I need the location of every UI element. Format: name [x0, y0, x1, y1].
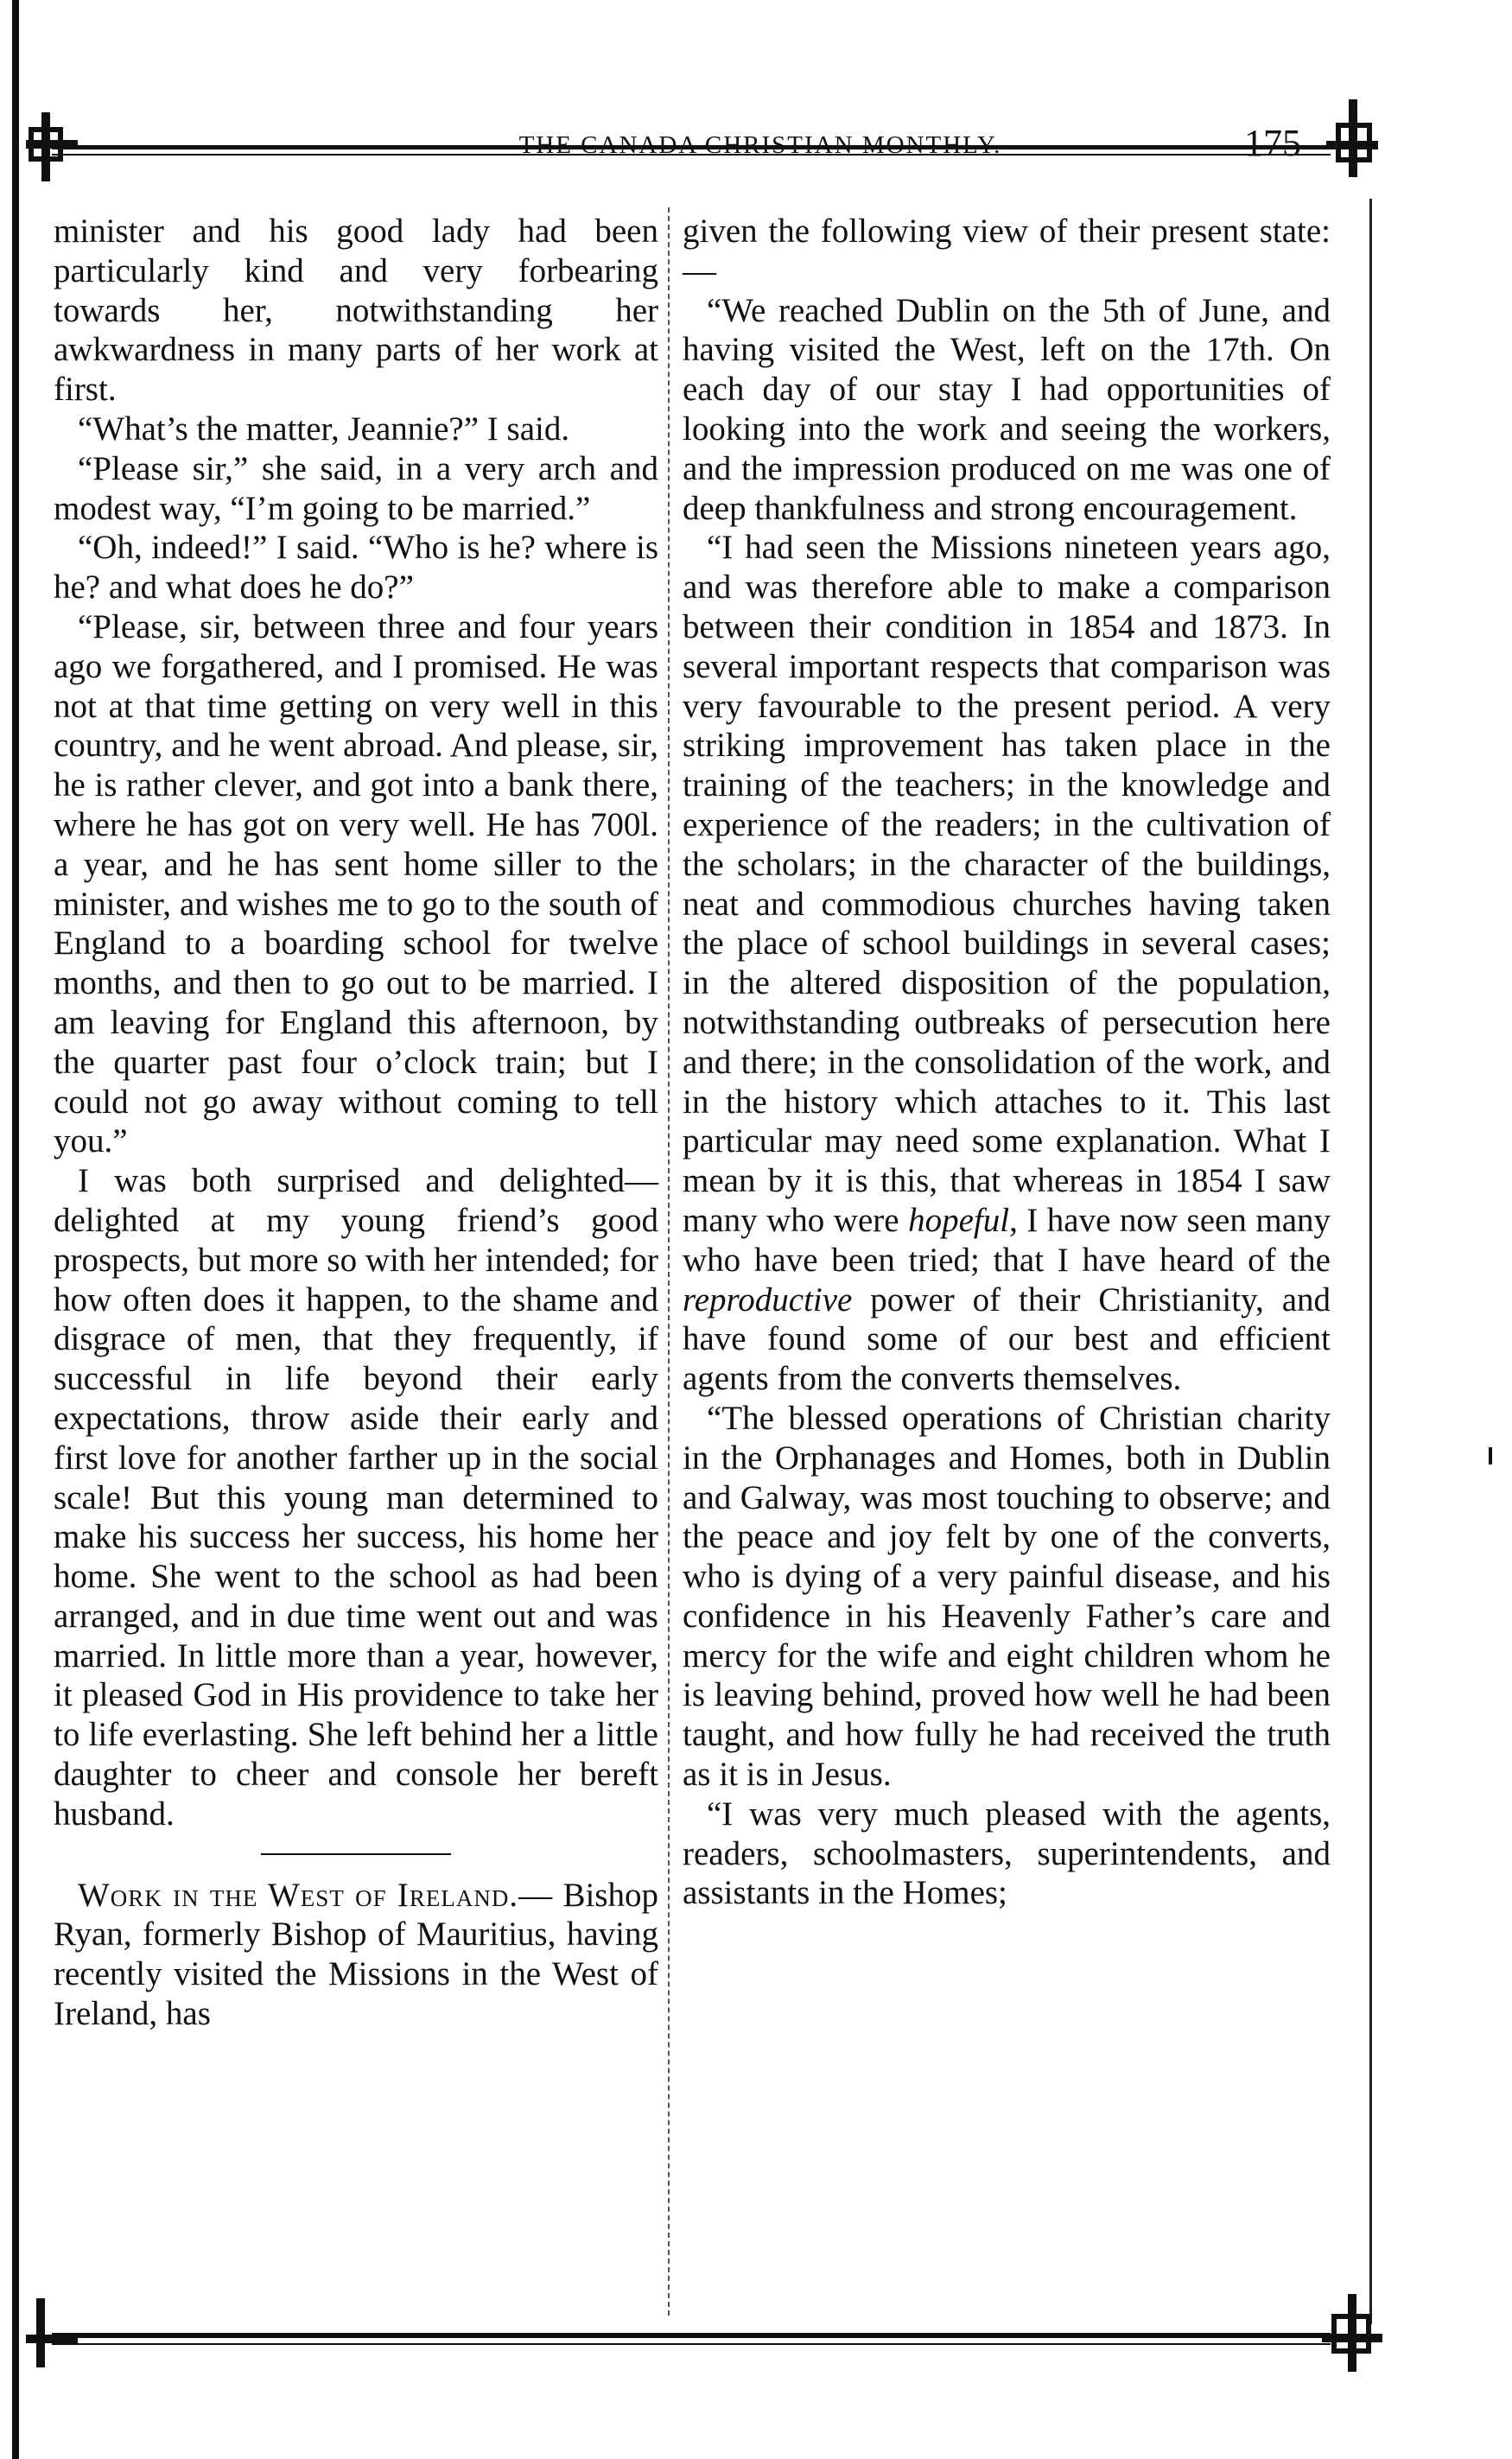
paragraph: I was both surprised and delighted—delighted at my young friend’s good prospects, but more so with her intended; for how often does it happen, to the shame and disgrace of men, that they frequently, if successful in life beyond their early expectations, throw aside their early and first love for another farther up in the social scale! But this young man determined to make his success her success, his home her home. She went to the school as had been arranged, and in due time went out and was married. In little more than a year, however, it pleased God in His providence to take her to life everlasting. She left behind her a little daughter to cheer and console her bereft husband. [54, 1162, 658, 1833]
paragraph: “Please, sir, between three and four years ago we forgathered, and I promised. He was not at that time getting on very well in this country, and he went abroad. And please, sir, he is rather clever, and got into a bank there, where he has got on very well. He has 700l. a year, and he has sent home siller to the minister, and wishes me to go to the south of England to a boarding school for twelve months, and then to go out to be married. I am leaving for England this afternoon, by the quarter past four o’clock train; but I could not go away without coming to tell you.” [54, 607, 658, 1160]
section-text: Bishop Ryan, formerly Bishop of Mauritius, having recently visited the Missions in the West of Ireland, has [54, 1876, 659, 2033]
italic-word: hopeful [908, 1201, 1010, 1239]
left-column [54, 212, 658, 2034]
corner-ornament-icon [26, 2298, 78, 2367]
section-paragraph [54, 1876, 658, 2034]
text-run: “I had seen the Missions nineteen years ago, and was therefore able to make a comparison between their condition in 1854 and 1873. In several important respects that comparison was very favourable to the present period. A very striking improvement has taken place in the training of the teachers; in the knowledge and experience of the readers; in the cultivation of the scholars; in the character of the buildings, neat and commodious churches having taken the place of school buildings in several cases; in the altered disposition of the population, notwithstanding outbreaks of persecution here and there; in the consolidation of the work, and in the history which attaches to it. This last particular may need some explanation. What I mean by it is this, that whereas in 1854 I saw many who were [683, 529, 1331, 1239]
page-number: 175 [1244, 122, 1301, 164]
italic-word: reproductive [683, 1280, 853, 1318]
footer-rule-thick [52, 2333, 1331, 2338]
paragraph: given the following view of their present state:— [683, 213, 1331, 289]
paragraph: “We reached Dublin on the 5th of June, and having visited the West, left on the 17th. On each day of our stay I had opportunities of looking into the work and seeing the workers, and the impression produced on me was one of deep thankfulness and strong encouragement. [683, 291, 1331, 527]
frame-right-line [1369, 199, 1372, 2324]
right-column [683, 212, 1331, 1913]
running-title: THE CANADA CHRISTIAN MONTHLY. [518, 131, 1002, 159]
paragraph: “The blessed operations of Christian charity in the Orphanages and Homes, both in Dublin and Galway, was most touching to observe; and the peace and joy felt by one of the converts, who is dying of a very painful disease, and his confidence in his Heavenly Father’s care and mercy for the wife and eight children whom he is leaving behind, proved how well he had been taught, and how fully he had received the truth as it is in Jesus. [683, 1399, 1331, 1794]
paragraph: “What’s the matter, Jeannie?” I said. [78, 410, 570, 448]
paragraph [683, 528, 1331, 1399]
frame-left-bar [12, 0, 19, 2459]
column-divider [668, 207, 670, 2316]
corner-ornament-icon [26, 112, 78, 181]
text-run: power of their Christianity, and have found some of our best and efficient agents from the converts themselves. [683, 1280, 1331, 1398]
paragraph: “Please sir,” she said, in a very arch and modest way, “I’m going to be married.” [54, 449, 658, 527]
margin-mark [1489, 1447, 1492, 1465]
corner-ornament-icon [1322, 2294, 1374, 2363]
section-separator [261, 1853, 451, 1855]
paragraph: minister and his good lady had been particularly kind and very forbearing towards her, notwithstanding her awkwardness in many parts of her work at first. [54, 213, 658, 409]
paragraph: “Oh, indeed!” I said. “Who is he? where is he? and what does he do?” [54, 529, 658, 607]
text-run: , I have now seen many who have been tried; that I have heard of the [683, 1201, 1331, 1279]
footer-rule-thin [52, 2343, 1331, 2345]
paragraph: “I was very much pleased with the agents, readers, schoolmasters, superintendents, and assistants in the Homes; [683, 1795, 1331, 1912]
corner-ornament-icon [1326, 99, 1378, 168]
section-heading: Work in the West of Ireland.— [78, 1876, 554, 1914]
